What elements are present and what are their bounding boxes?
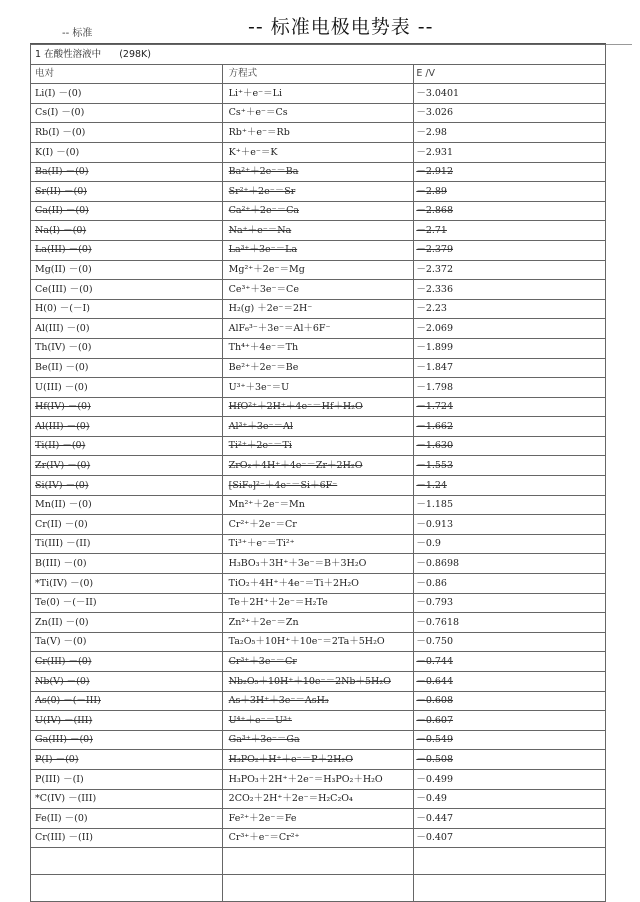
row-pair-cell: Te(0) －(－II) [31,593,223,613]
table-row [31,84,606,104]
table-row [31,221,606,241]
empty-cell [31,848,223,875]
row-equation-cell: Ca²⁺＋2e⁻＝Ca [222,201,414,221]
row-pair-cell: Cr(III) －(0) [31,652,223,672]
row-potential-cell: －2.71 [414,221,606,241]
row-pair-cell: Fe(II) －(0) [31,809,223,829]
row-equation-cell: La³⁺＋3e⁻＝La [222,240,414,260]
row-pair-cell: As(0) －(－III) [31,691,223,711]
table-row [31,672,606,692]
row-pair-cell: H(0) －(－I) [31,299,223,319]
row-potential-cell: －1.847 [414,358,606,378]
row-potential-cell: －2.912 [414,162,606,182]
row-pair-cell: Ga(III) －(0) [31,730,223,750]
row-equation-cell: 2CO₂＋2H⁺＋2e⁻＝H₂C₂O₄ [222,789,414,809]
column-header-pair: 电对 [31,64,223,84]
section-label: 1 在酸性溶液中 [35,48,102,60]
table-row [31,769,606,789]
empty-cell [414,875,606,902]
section-header-row [31,45,606,65]
table-row [31,378,606,398]
empty-cell [222,875,414,902]
row-pair-cell: Li(I) －(0) [31,84,223,104]
table-row [31,593,606,613]
row-pair-cell: Rb(I) －(0) [31,123,223,143]
row-pair-cell: U(IV) －(III) [31,711,223,731]
row-potential-cell: －0.607 [414,711,606,731]
row-equation-cell: As＋3H⁺＋3e⁻＝AsH₃ [222,691,414,711]
row-equation-cell: Te＋2H⁺＋2e⁻＝H₂Te [222,593,414,613]
row-pair-cell: Zr(IV) －(0) [31,456,223,476]
row-potential-cell: －0.49 [414,789,606,809]
row-equation-cell: AlF₆³⁻＋3e⁻＝Al＋6F⁻ [222,319,414,339]
row-equation-cell: Th⁴⁺＋4e⁻＝Th [222,338,414,358]
row-equation-cell: Ce³⁺＋3e⁻＝Ce [222,280,414,300]
row-pair-cell: Ca(II) －(0) [31,201,223,221]
table-row [31,123,606,143]
row-equation-cell: Zn²⁺＋2e⁻＝Zn [222,613,414,633]
section-temperature: (298K) [119,48,151,60]
row-equation-cell: H₃PO₂＋H⁺＋e⁻＝P＋2H₂O [222,750,414,770]
row-equation-cell: Na⁺＋e⁻＝Na [222,221,414,241]
row-pair-cell: Mg(II) －(0) [31,260,223,280]
row-pair-cell: Cs(I) －(0) [31,103,223,123]
table-row [31,260,606,280]
row-pair-cell: Al(III) －(0) [31,417,223,437]
row-equation-cell: HfO²⁺＋2H⁺＋4e⁻＝Hf＋H₂O [222,397,414,417]
row-pair-cell: *Ti(IV) －(0) [31,574,223,594]
row-potential-cell: －1.724 [414,397,606,417]
row-potential-cell: －0.750 [414,632,606,652]
row-potential-cell: －2.89 [414,182,606,202]
empty-row [31,875,606,902]
row-potential-cell: －0.644 [414,672,606,692]
row-potential-cell: －2.23 [414,299,606,319]
row-equation-cell: TiO₂＋4H⁺＋4e⁻＝Ti＋2H₂O [222,574,414,594]
table-row [31,358,606,378]
row-pair-cell: B(III) －(0) [31,554,223,574]
table-row [31,613,606,633]
potential-table [30,44,606,902]
row-potential-cell: －0.9 [414,534,606,554]
row-pair-cell: Si(IV) －(0) [31,476,223,496]
row-equation-cell: [SiF₆]²⁻＋4e⁻＝Si＋6F⁻ [222,476,414,496]
table-row [31,750,606,770]
row-potential-cell: －1.185 [414,495,606,515]
table-row [31,280,606,300]
row-equation-cell: Ti³⁺＋e⁻＝Ti²⁺ [222,534,414,554]
empty-row [31,848,606,875]
empty-cell [414,848,606,875]
row-pair-cell: P(I) －(0) [31,750,223,770]
table-row [31,142,606,162]
row-potential-cell: －1.662 [414,417,606,437]
table-row [31,554,606,574]
table-row [31,574,606,594]
table-row [31,456,606,476]
row-equation-cell: Fe²⁺＋2e⁻＝Fe [222,809,414,829]
row-potential-cell: －1.899 [414,338,606,358]
section-header-cell [31,45,606,65]
row-potential-cell: －0.508 [414,750,606,770]
row-potential-cell: －2.98 [414,123,606,143]
row-pair-cell: Al(III) －(0) [31,319,223,339]
table-row [31,652,606,672]
table-row [31,162,606,182]
column-header-equation: 方程式 [222,64,414,84]
row-potential-cell: －0.744 [414,652,606,672]
row-pair-cell: Nb(V) －(0) [31,672,223,692]
row-equation-cell: Ti²⁺＋2e⁻＝Ti [222,436,414,456]
row-potential-cell: －0.793 [414,593,606,613]
row-equation-cell: K⁺＋e⁻＝K [222,142,414,162]
row-equation-cell: Rb⁺＋e⁻＝Rb [222,123,414,143]
potential-table-body [31,45,606,902]
row-pair-cell: P(III) －(I) [31,769,223,789]
row-pair-cell: Hf(IV) －(0) [31,397,223,417]
row-pair-cell: Ba(II) －(0) [31,162,223,182]
row-equation-cell: Nb₂O₅＋10H⁺＋10e⁻＝2Nb＋5H₂O [222,672,414,692]
row-equation-cell: Sr²⁺＋2e⁻＝Sr [222,182,414,202]
row-equation-cell: Mn²⁺＋2e⁻＝Mn [222,495,414,515]
row-equation-cell: H₃PO₃＋2H⁺＋2e⁻＝H₃PO₂＋H₂O [222,769,414,789]
row-equation-cell: Cr³⁺＋3e⁻＝Cr [222,652,414,672]
row-equation-cell: U³⁺＋3e⁻＝U [222,378,414,398]
row-pair-cell: Cr(II) －(0) [31,515,223,535]
row-equation-cell: Be²⁺＋2e⁻＝Be [222,358,414,378]
row-pair-cell: Mn(II) －(0) [31,495,223,515]
row-potential-cell: －0.86 [414,574,606,594]
table-row [31,691,606,711]
row-equation-cell: ZrO₂＋4H⁺＋4e⁻＝Zr＋2H₂O [222,456,414,476]
row-equation-cell: Li⁺＋e⁻＝Li [222,84,414,104]
row-equation-cell: Cs⁺＋e⁻＝Cs [222,103,414,123]
row-equation-cell: Cr²⁺＋2e⁻＝Cr [222,515,414,535]
row-equation-cell: H₃BO₃＋3H⁺＋3e⁻＝B＋3H₂O [222,554,414,574]
table-row [31,436,606,456]
table-row [31,495,606,515]
table-row [31,809,606,829]
row-potential-cell: －2.336 [414,280,606,300]
row-potential-cell: －0.913 [414,515,606,535]
row-potential-cell: －2.931 [414,142,606,162]
row-pair-cell: Cr(III) －(II) [31,828,223,848]
table-row [31,730,606,750]
row-potential-cell: －1.630 [414,436,606,456]
row-pair-cell: Ti(II) －(0) [31,436,223,456]
row-potential-cell: －0.549 [414,730,606,750]
row-equation-cell: Ga³⁺＋3e⁻＝Ga [222,730,414,750]
row-pair-cell: Sr(II) －(0) [31,182,223,202]
table-row [31,103,606,123]
row-pair-cell: U(III) －(0) [31,378,223,398]
row-potential-cell: －0.407 [414,828,606,848]
table-row [31,711,606,731]
row-potential-cell: －0.447 [414,809,606,829]
table-row [31,299,606,319]
table-row [31,534,606,554]
column-header-row [31,64,606,84]
row-potential-cell: －3.0401 [414,84,606,104]
table-row [31,417,606,437]
table-row [31,789,606,809]
header-left-label: -- 标准 [62,28,93,39]
row-potential-cell: －2.069 [414,319,606,339]
table-row [31,201,606,221]
row-pair-cell: K(I) －(0) [31,142,223,162]
table-row [31,338,606,358]
margin-rule [606,44,632,45]
row-pair-cell: Ta(V) －(0) [31,632,223,652]
row-equation-cell: H₂(g) ＋2e⁻＝2H⁻ [222,299,414,319]
row-equation-cell: Ta₂O₅＋10H⁺＋10e⁻＝2Ta＋5H₂O [222,632,414,652]
table-row [31,319,606,339]
table-row [31,828,606,848]
row-potential-cell: －3.026 [414,103,606,123]
row-pair-cell: Th(IV) －(0) [31,338,223,358]
row-potential-cell: －0.7618 [414,613,606,633]
empty-cell [31,875,223,902]
row-pair-cell: Be(II) －(0) [31,358,223,378]
row-equation-cell: U⁴⁺＋e⁻＝U³⁺ [222,711,414,731]
row-potential-cell: －1.798 [414,378,606,398]
row-potential-cell: －0.8698 [414,554,606,574]
table-row [31,240,606,260]
row-pair-cell: Na(I) －(0) [31,221,223,241]
row-equation-cell: Ba²⁺＋2e⁻＝Ba [222,162,414,182]
row-pair-cell: Ce(III) －(0) [31,280,223,300]
row-potential-cell: －2.379 [414,240,606,260]
table-row [31,397,606,417]
row-equation-cell: Mg²⁺＋2e⁻＝Mg [222,260,414,280]
row-pair-cell: *C(IV) －(III) [31,789,223,809]
row-equation-cell: Al³⁺＋3e⁻＝Al [222,417,414,437]
row-pair-cell: Zn(II) －(0) [31,613,223,633]
row-potential-cell: －1.553 [414,456,606,476]
row-equation-cell: Cr³⁺＋e⁻＝Cr²⁺ [222,828,414,848]
table-row [31,632,606,652]
row-pair-cell: La(III) －(0) [31,240,223,260]
empty-cell [222,848,414,875]
page-title: -- 标准电极电势表 -- [248,16,434,38]
row-potential-cell: －1.24 [414,476,606,496]
table-row [31,515,606,535]
row-potential-cell: －2.372 [414,260,606,280]
row-potential-cell: －0.608 [414,691,606,711]
table-row [31,476,606,496]
row-potential-cell: －2.868 [414,201,606,221]
column-header-potential: E /V [414,64,606,84]
table-row [31,182,606,202]
row-potential-cell: －0.499 [414,769,606,789]
row-pair-cell: Ti(III) －(II) [31,534,223,554]
